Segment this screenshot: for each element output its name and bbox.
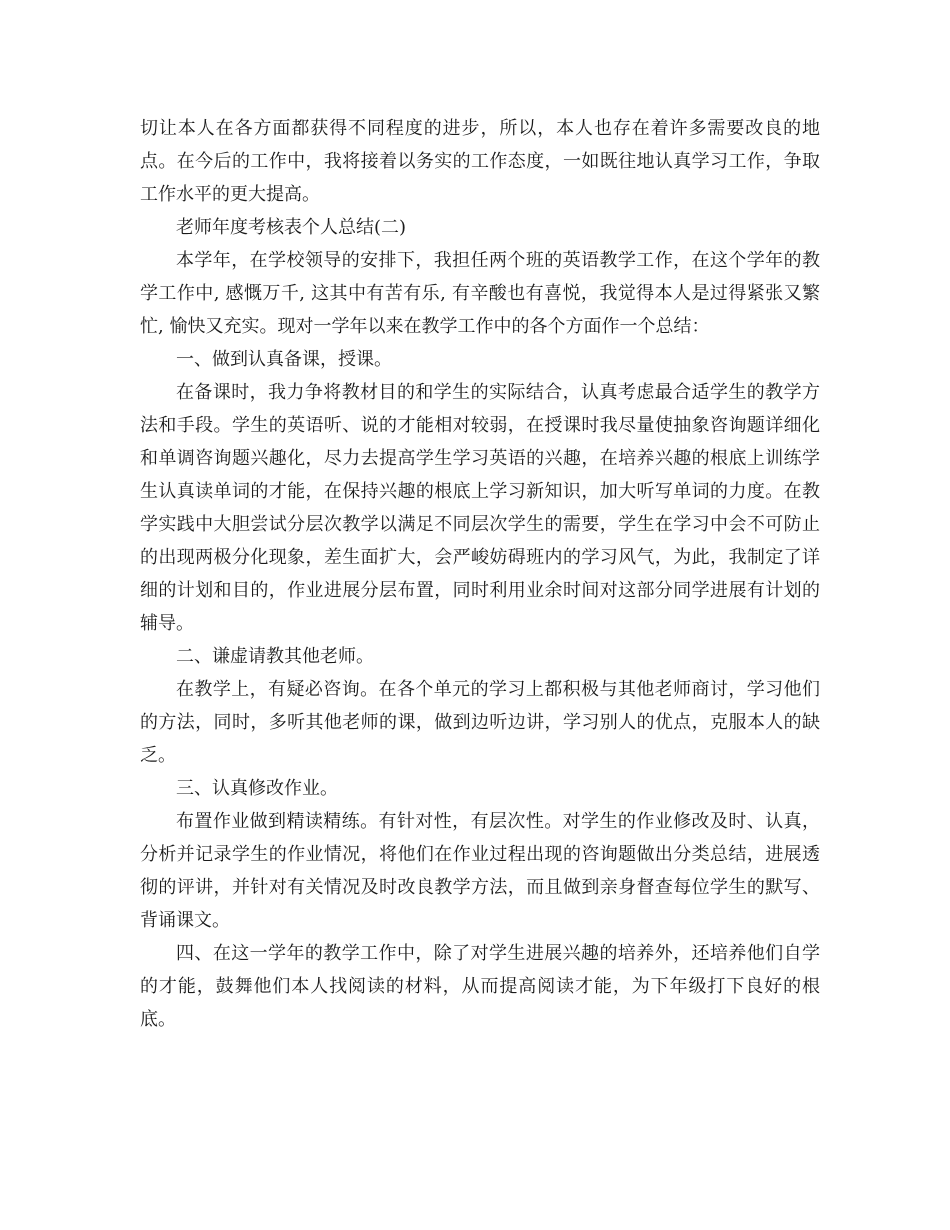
section-heading-3: 三、认真修改作业。 bbox=[176, 778, 338, 799]
paragraph-intro: 本学年，在学校领导的安排下，我担任两个班的英语教学工作，在这个学年的教学工作中, 感慨万千, 这其中有苦有乐, 有辛酸也有喜悦，我觉得本人是过得紧张又繁忙, 愉快又充实。现对一学年以来在教学工作中的各个方面作一个总结： bbox=[140, 250, 820, 337]
document-subtitle: 老师年度考核表个人总结(二) bbox=[176, 217, 407, 238]
section-heading-2: 二、谦虚请教其他老师。 bbox=[176, 646, 374, 667]
section-heading-1: 一、做到认真备课，授课。 bbox=[176, 349, 392, 370]
paragraph-section-2: 在教学上，有疑必咨询。在各个单元的学习上都积极与其他老师商讨，学习他们的方法，同时，多听其他老师的课，做到边听边讲，学习别人的优点，克服本人的缺乏。 bbox=[140, 679, 820, 766]
document-page bbox=[140, 112, 820, 1036]
paragraph-section-4: 四、在这一学年的教学工作中，除了对学生进展兴趣的培养外，还培养他们自学的才能，鼓舞他们本人找阅读的材料，从而提高阅读才能，为下年级打下良好的根底。 bbox=[140, 943, 820, 1030]
paragraph-section-1: 在备课时，我力争将教材目的和学生的实际结合，认真考虑最合适学生的教学方法和手段。学生的英语听、说的才能相对较弱，在授课时我尽量使抽象咨询题详细化和单调咨询题兴趣化，尽力去提高学生学习英语的兴趣，在培养兴趣的根底上训练学生认真读单词的才能，在保持兴趣的根底上学习新知识，加大听写单词的力度。在教学实践中大胆尝试分层次教学以满足不同层次学生的需要，学生在学习中会不可防止的出现两极分化现象，差生面扩大，会严峻妨碍班内的学习风气，为此，我制定了详细的计划和目的，作业进展分层布置，同时利用业余时间对这部分同学进展有计划的辅导。 bbox=[140, 382, 820, 634]
paragraph-section-3: 布置作业做到精读精练。有针对性，有层次性。对学生的作业修改及时、认真，分析并记录学生的作业情况，将他们在作业过程出现的咨询题做出分类总结，进展透彻的评讲，并针对有关情况及时改良教学方法，而且做到亲身督查每位学生的默写、背诵课文。 bbox=[140, 811, 820, 931]
paragraph-continued: 切让本人在各方面都获得不同程度的进步，所以，本人也存在着许多需要改良的地点。在今后的工作中，我将接着以务实的工作态度，一如既往地认真学习工作，争取工作水平的更大提高。 bbox=[140, 118, 820, 205]
